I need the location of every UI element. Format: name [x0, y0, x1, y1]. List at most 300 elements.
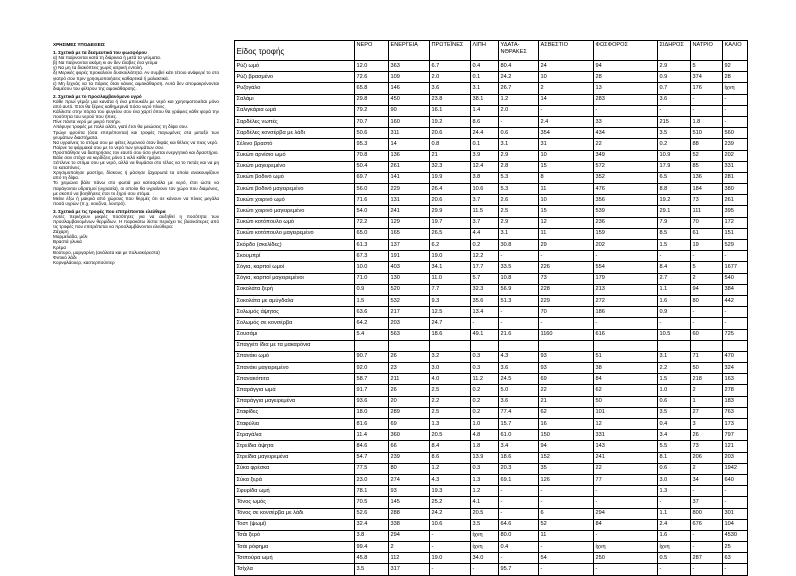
table-row: [235, 430, 748, 441]
value-cell: -: [594, 564, 658, 575]
value-cell: 3.2: [430, 351, 471, 362]
value-cell: 19.0: [430, 251, 471, 262]
value-cell: 146: [389, 83, 430, 94]
value-cell: 27: [691, 407, 723, 418]
table-row: [235, 83, 748, 94]
value-cell: 11: [539, 530, 594, 541]
value-cell: -: [658, 564, 691, 575]
value-cell: 3.1: [471, 83, 499, 94]
value-cell: 352: [594, 172, 658, 183]
value-cell: 10.8: [499, 273, 539, 284]
value-cell: 11.2: [471, 374, 499, 385]
food-name-cell: Σύκα ξερά: [235, 474, 355, 485]
value-cell: -: [723, 105, 748, 116]
value-cell: -: [691, 530, 723, 541]
table-row: [235, 396, 748, 407]
table-row: [235, 542, 748, 553]
value-cell: 51: [594, 351, 658, 362]
value-cell: [471, 340, 499, 351]
value-cell: 10.5: [658, 329, 691, 340]
value-cell: 95.7: [499, 564, 539, 575]
value-cell: 19.2: [658, 195, 691, 206]
value-cell: 218: [691, 374, 723, 385]
value-cell: 0.9: [658, 72, 691, 83]
value-cell: 18.0: [355, 407, 389, 418]
food-name-cell: Στρείδια μαγειρεμένα: [235, 452, 355, 463]
value-cell: 3.6: [658, 94, 691, 105]
food-name-cell: Σπανάκι ωμό: [235, 351, 355, 362]
table-row: [235, 195, 748, 206]
value-cell: 131: [389, 195, 430, 206]
value-cell: 29.1: [658, 206, 691, 217]
value-cell: 4.3: [499, 351, 539, 362]
value-cell: -: [539, 486, 594, 497]
value-cell: 763: [723, 407, 748, 418]
value-cell: 8.4: [430, 441, 471, 452]
food-name-cell: Σφυρίδα ωμή: [235, 486, 355, 497]
value-cell: 0.1: [471, 72, 499, 83]
value-cell: ίχνη: [723, 83, 748, 94]
value-cell: 163: [723, 374, 748, 385]
value-cell: -: [691, 307, 723, 318]
value-cell: 20: [389, 396, 430, 407]
value-cell: 510: [691, 128, 723, 139]
value-cell: 450: [389, 94, 430, 105]
value-cell: 288: [389, 508, 430, 519]
value-cell: 324: [723, 363, 748, 374]
value-cell: 186: [594, 307, 658, 318]
value-cell: 69.7: [355, 172, 389, 183]
table-row: [235, 374, 748, 385]
value-cell: 18.6: [430, 329, 471, 340]
value-cell: 8.8: [658, 184, 691, 195]
value-cell: -: [658, 318, 691, 329]
value-cell: 34.1: [430, 262, 471, 273]
value-cell: 1.6: [658, 295, 691, 306]
value-cell: 217: [389, 307, 430, 318]
value-cell: 34.0: [471, 553, 499, 564]
value-cell: 0.6: [499, 128, 539, 139]
value-cell: 50.4: [355, 161, 389, 172]
value-cell: 78.1: [355, 486, 389, 497]
note-line: Πίνε πάντα νερό με μικρό ποτήρι.: [53, 119, 121, 125]
value-cell: 22: [594, 463, 658, 474]
value-cell: 17.9: [658, 161, 691, 172]
value-cell: 3: [691, 419, 723, 430]
value-cell: 10.6: [471, 184, 499, 195]
value-cell: 26.7: [499, 83, 539, 94]
value-cell: 1.3: [658, 486, 691, 497]
value-cell: 13.4: [471, 307, 499, 318]
value-cell: 800: [691, 508, 723, 519]
value-cell: 0.3: [471, 463, 499, 474]
table-row: [235, 407, 748, 418]
value-cell: 70: [539, 307, 594, 318]
table-row: [235, 172, 748, 183]
value-cell: 61.0: [499, 430, 539, 441]
value-cell: 1.5: [658, 240, 691, 251]
value-cell: 1.3: [430, 419, 471, 430]
value-cell: 25: [723, 542, 748, 553]
value-cell: 38.1: [471, 94, 499, 105]
value-cell: ίχνη: [471, 530, 499, 541]
value-cell: 21.6: [499, 329, 539, 340]
value-cell: 16.1: [430, 105, 471, 116]
column-header: ΝΑΤΡΙΟ: [691, 41, 723, 61]
value-cell: 71: [691, 351, 723, 362]
value-cell: 10: [539, 195, 594, 206]
value-cell: 11.4: [355, 430, 389, 441]
value-cell: 1.8: [471, 441, 499, 452]
value-cell: 8.5: [658, 228, 691, 239]
value-cell: 274: [389, 474, 430, 485]
value-cell: 563: [389, 329, 430, 340]
table-row: [235, 139, 748, 150]
value-cell: 2.5: [430, 407, 471, 418]
value-cell: 281: [723, 172, 748, 183]
value-cell: 73: [691, 441, 723, 452]
value-cell: 228: [539, 284, 594, 295]
food-name-cell: Σπανάκι μαγειρεμένο: [235, 363, 355, 374]
value-cell: -: [499, 486, 539, 497]
value-cell: [658, 340, 691, 351]
value-cell: 1.5: [355, 295, 389, 306]
table-row: [235, 519, 748, 530]
value-cell: 261: [723, 195, 748, 206]
table-row: [235, 251, 748, 262]
food-name-cell: Συκώτι αρνίσιο ωμό: [235, 150, 355, 161]
table-row: [235, 553, 748, 564]
food-name-cell: Σολωμός άψητος: [235, 307, 355, 318]
value-cell: 94: [691, 284, 723, 295]
value-cell: -: [499, 553, 539, 564]
value-cell: 77.5: [355, 463, 389, 474]
value-cell: 54: [539, 553, 594, 564]
food-name-cell: Σοκολάτα με αμύγδαλα: [235, 295, 355, 306]
food-name-cell: Σαλάμι: [235, 94, 355, 105]
value-cell: 24.2: [499, 72, 539, 83]
value-cell: [355, 340, 389, 351]
value-cell: 6: [539, 508, 594, 519]
food-name-cell: Σαρδέλες κονσέρβα με λάδι: [235, 128, 355, 139]
value-cell: 14: [539, 94, 594, 105]
value-cell: -: [594, 530, 658, 541]
value-cell: -: [430, 564, 471, 575]
value-cell: 26.5: [430, 228, 471, 239]
value-cell: -: [691, 251, 723, 262]
value-cell: 294: [389, 530, 430, 541]
value-cell: 9.3: [430, 295, 471, 306]
value-cell: -: [539, 497, 594, 508]
food-name-cell: Σκόρδο (σκελίδες): [235, 240, 355, 251]
value-cell: 5.7: [471, 273, 499, 284]
value-cell: 92.0: [355, 363, 389, 374]
value-cell: 77: [594, 474, 658, 485]
table-row: [235, 463, 748, 474]
value-cell: 95.3: [355, 139, 389, 150]
food-name-cell: Τσίχλα: [235, 564, 355, 575]
food-name-cell: Σουσάμι: [235, 329, 355, 340]
value-cell: 34: [691, 474, 723, 485]
value-cell: 26: [389, 351, 430, 362]
note-line: Βραστά γλυκά: [53, 239, 82, 245]
value-cell: 287: [691, 553, 723, 564]
table-row: [235, 72, 748, 83]
value-cell: 2.5: [430, 385, 471, 396]
food-name-cell: Σέλινο βραστό: [235, 139, 355, 150]
table-row: [235, 441, 748, 452]
value-cell: 229: [389, 184, 430, 195]
food-name-cell: Στρείδια άψητα: [235, 441, 355, 452]
value-cell: 0.4: [471, 61, 499, 72]
food-name-cell: Σύκα φρέσκα: [235, 463, 355, 474]
value-cell: 90.7: [355, 351, 389, 362]
food-name-cell: Ρύζι ωμό: [235, 61, 355, 72]
table-row: [235, 329, 748, 340]
food-name-cell: Σκουμπρί: [235, 251, 355, 262]
value-cell: 4.0: [430, 374, 471, 385]
note-line: Βούτυρο, μαργαρίνη (ανάλατα και με πολυακόρεστα): [53, 249, 160, 255]
value-cell: -: [539, 542, 594, 553]
table-row: [235, 508, 748, 519]
food-name-cell: Συκώτι βοδινό μαγειρεμένο: [235, 184, 355, 195]
value-cell: 15: [539, 206, 594, 217]
note-line: δ) Μερικές φορές προκαλούν δυσκοιλιότητα. Αν συμβεί κάτι τέτοιο ανάφερέ το στο γιατρό σου πριν χρησιμοποιήσεις καθαρτικά ή μαλακτικά.: [53, 70, 219, 81]
section-1-heading: 1. Σχετικά με τα δεσμευτικά του φωσφόρου: [53, 50, 147, 56]
value-cell: -: [691, 94, 723, 105]
value-cell: 226: [539, 262, 594, 273]
value-cell: 24.4: [471, 128, 499, 139]
value-cell: 15: [539, 161, 594, 172]
value-cell: -: [691, 105, 723, 116]
food-name-cell: Σόγια, καρποί ωμοί: [235, 262, 355, 273]
table-row: [235, 61, 748, 72]
value-cell: 84: [594, 519, 658, 530]
value-cell: 272: [594, 295, 658, 306]
value-cell: 93: [539, 363, 594, 374]
value-cell: 1160: [539, 329, 594, 340]
table-row: [235, 262, 748, 273]
value-cell: 6.7: [430, 61, 471, 72]
value-cell: 215: [658, 116, 691, 127]
table-row: [235, 295, 748, 306]
section-1-lines: [53, 55, 219, 91]
value-cell: 32.4: [355, 519, 389, 530]
value-cell: -: [723, 497, 748, 508]
value-cell: 3.5: [471, 519, 499, 530]
value-cell: [594, 340, 658, 351]
value-cell: 80.0: [499, 530, 539, 541]
value-cell: 2.8: [499, 161, 539, 172]
value-cell: 3.9: [471, 150, 499, 161]
value-cell: 28: [594, 72, 658, 83]
value-cell: 109: [389, 72, 430, 83]
value-cell: 2.5: [499, 206, 539, 217]
value-cell: 2.4: [539, 116, 594, 127]
helpful-tips-panel: [53, 42, 219, 265]
value-cell: -: [499, 307, 539, 318]
value-cell: 250: [594, 553, 658, 564]
value-cell: 2: [691, 385, 723, 396]
value-cell: 572: [594, 161, 658, 172]
value-cell: 3.1: [499, 139, 539, 150]
value-cell: 3.8: [355, 530, 389, 541]
value-cell: 3.6: [499, 363, 539, 374]
value-cell: 384: [723, 284, 748, 295]
value-cell: 2: [691, 463, 723, 474]
value-cell: 31: [539, 139, 594, 150]
section-3-lines: [53, 214, 219, 265]
value-cell: 136: [691, 172, 723, 183]
table-row: [235, 474, 748, 485]
column-header: ΦΩΣΦΟΡΟΣ: [594, 41, 658, 61]
value-cell: 360: [389, 430, 430, 441]
value-cell: 29.8: [355, 94, 389, 105]
value-cell: 540: [723, 273, 748, 284]
value-cell: 80.4: [499, 61, 539, 72]
value-cell: 1: [691, 396, 723, 407]
value-cell: -: [499, 508, 539, 519]
value-cell: 203: [723, 452, 748, 463]
value-cell: 725: [723, 329, 748, 340]
value-cell: 52: [691, 150, 723, 161]
table-row: [235, 206, 748, 217]
column-header: ΛΙΠΗ: [471, 41, 499, 61]
table-row: [235, 240, 748, 251]
value-cell: 21: [539, 396, 594, 407]
value-cell: 354: [539, 128, 594, 139]
value-cell: 72.2: [355, 217, 389, 228]
value-cell: 63.6: [355, 307, 389, 318]
value-cell: 5: [691, 61, 723, 72]
food-name-cell: Σοκολάτα ξερή: [235, 284, 355, 295]
column-header: ΥΔΑΤΑ-ΝΘΡΑΚΕΣ: [499, 41, 539, 61]
value-cell: 6.2: [430, 240, 471, 251]
food-name-cell: Συκώτι μαγειρεμένο: [235, 161, 355, 172]
value-cell: ίχνη: [594, 542, 658, 553]
value-cell: 0.2: [471, 385, 499, 396]
value-cell: 152: [539, 452, 594, 463]
table-row: [235, 184, 748, 195]
value-cell: -: [471, 564, 499, 575]
food-name-cell: Στραγάλια: [235, 430, 355, 441]
value-cell: 3.4: [658, 430, 691, 441]
value-cell: 90: [389, 105, 430, 116]
value-cell: 24.2: [430, 508, 471, 519]
value-cell: 380: [723, 184, 748, 195]
note-line: α) Να παίρνονται κατά τη διάρκεια ή μετά τα γεύματα.: [53, 55, 162, 61]
value-cell: 35: [539, 463, 594, 474]
section-3-heading: 3. Σχετικά με τις τροφές που επιτρέπονται ελεύθερα: [53, 208, 166, 214]
value-cell: 0.9: [658, 307, 691, 318]
value-cell: 338: [389, 519, 430, 530]
table-row: [235, 161, 748, 172]
value-cell: 3.6: [430, 83, 471, 94]
value-cell: -: [594, 497, 658, 508]
value-cell: 20.5: [471, 508, 499, 519]
note-line: Το χειμώνα βάλε πάνω στο φωτιά μια κατσαρόλα με νερό, έτσι ώστε να παράγονται υδρατμοί (υγρασία), οι οποίοι θα υγραίνουν τον χώρο που διαμένεις, με σκοπό να βοηθήσεις έτσι το ξηρό σου στόμα.: [53, 180, 219, 196]
value-cell: 21: [430, 150, 471, 161]
value-cell: 289: [389, 407, 430, 418]
value-cell: 213: [594, 284, 658, 295]
value-cell: 202: [723, 150, 748, 161]
value-cell: 10: [539, 150, 594, 161]
value-cell: 14: [389, 139, 430, 150]
value-cell: 4.4: [471, 228, 499, 239]
value-cell: 66: [389, 441, 430, 452]
value-cell: 1.0: [658, 385, 691, 396]
value-cell: 136: [389, 150, 430, 161]
value-cell: 80: [691, 295, 723, 306]
value-cell: 206: [691, 452, 723, 463]
table-row: [235, 486, 748, 497]
value-cell: 1.1: [658, 284, 691, 295]
value-cell: 65.0: [355, 228, 389, 239]
value-cell: -: [539, 105, 594, 116]
value-cell: 363: [389, 61, 430, 72]
value-cell: 0.2: [658, 139, 691, 150]
value-cell: 311: [389, 128, 430, 139]
value-cell: 19.7: [430, 217, 471, 228]
value-cell: 58.7: [355, 374, 389, 385]
value-cell: 176: [691, 83, 723, 94]
value-cell: 2: [691, 273, 723, 284]
value-cell: 45.8: [355, 553, 389, 564]
value-cell: 283: [594, 94, 658, 105]
note-line: Μαρμελάδα, μέλι: [53, 234, 88, 240]
value-cell: -: [658, 251, 691, 262]
value-cell: 24.5: [499, 374, 539, 385]
value-cell: 38: [594, 363, 658, 374]
value-cell: -: [723, 564, 748, 575]
value-cell: 317: [389, 564, 430, 575]
value-cell: 3.0: [430, 363, 471, 374]
value-cell: -: [691, 564, 723, 575]
value-cell: 2.0: [430, 72, 471, 83]
value-cell: 11.0: [430, 273, 471, 284]
value-cell: 94: [539, 441, 594, 452]
value-cell: 331: [594, 430, 658, 441]
value-cell: 0.9: [355, 284, 389, 295]
value-cell: 5: [691, 262, 723, 273]
value-cell: 3.8: [471, 172, 499, 183]
food-name-cell: Τόνος σε κονσέρβα με λάδι: [235, 508, 355, 519]
value-cell: -: [594, 318, 658, 329]
value-cell: 0.3: [471, 363, 499, 374]
table-row: [235, 273, 748, 284]
value-cell: 179: [594, 273, 658, 284]
value-cell: 8.6: [430, 452, 471, 463]
note-line: Ζάχαρη: [53, 229, 69, 235]
value-cell: 130: [389, 273, 430, 284]
value-cell: 8: [539, 172, 594, 183]
food-name-cell: Σόγια, καρποί μαγειρεμένοι: [235, 273, 355, 284]
value-cell: 91.7: [355, 385, 389, 396]
table-row: [235, 351, 748, 362]
value-cell: 29.9: [430, 206, 471, 217]
food-name-cell: Σταφίδες: [235, 407, 355, 418]
value-cell: 395: [723, 206, 748, 217]
value-cell: 349: [594, 150, 658, 161]
value-cell: 19.9: [430, 172, 471, 183]
value-cell: -: [723, 318, 748, 329]
value-cell: 22: [539, 385, 594, 396]
value-cell: 442: [723, 295, 748, 306]
food-name-cell: Συκώτι χοιρινό μαγειρεμένο: [235, 206, 355, 217]
note-line: Τρώγε φρούτα (όσα επιτρέπονται) και τροφές παγωμένες στα μεταξύ των γευμάτων διαστήματα.: [53, 129, 219, 140]
value-cell: 2.9: [658, 61, 691, 72]
value-cell: 23.8: [430, 94, 471, 105]
